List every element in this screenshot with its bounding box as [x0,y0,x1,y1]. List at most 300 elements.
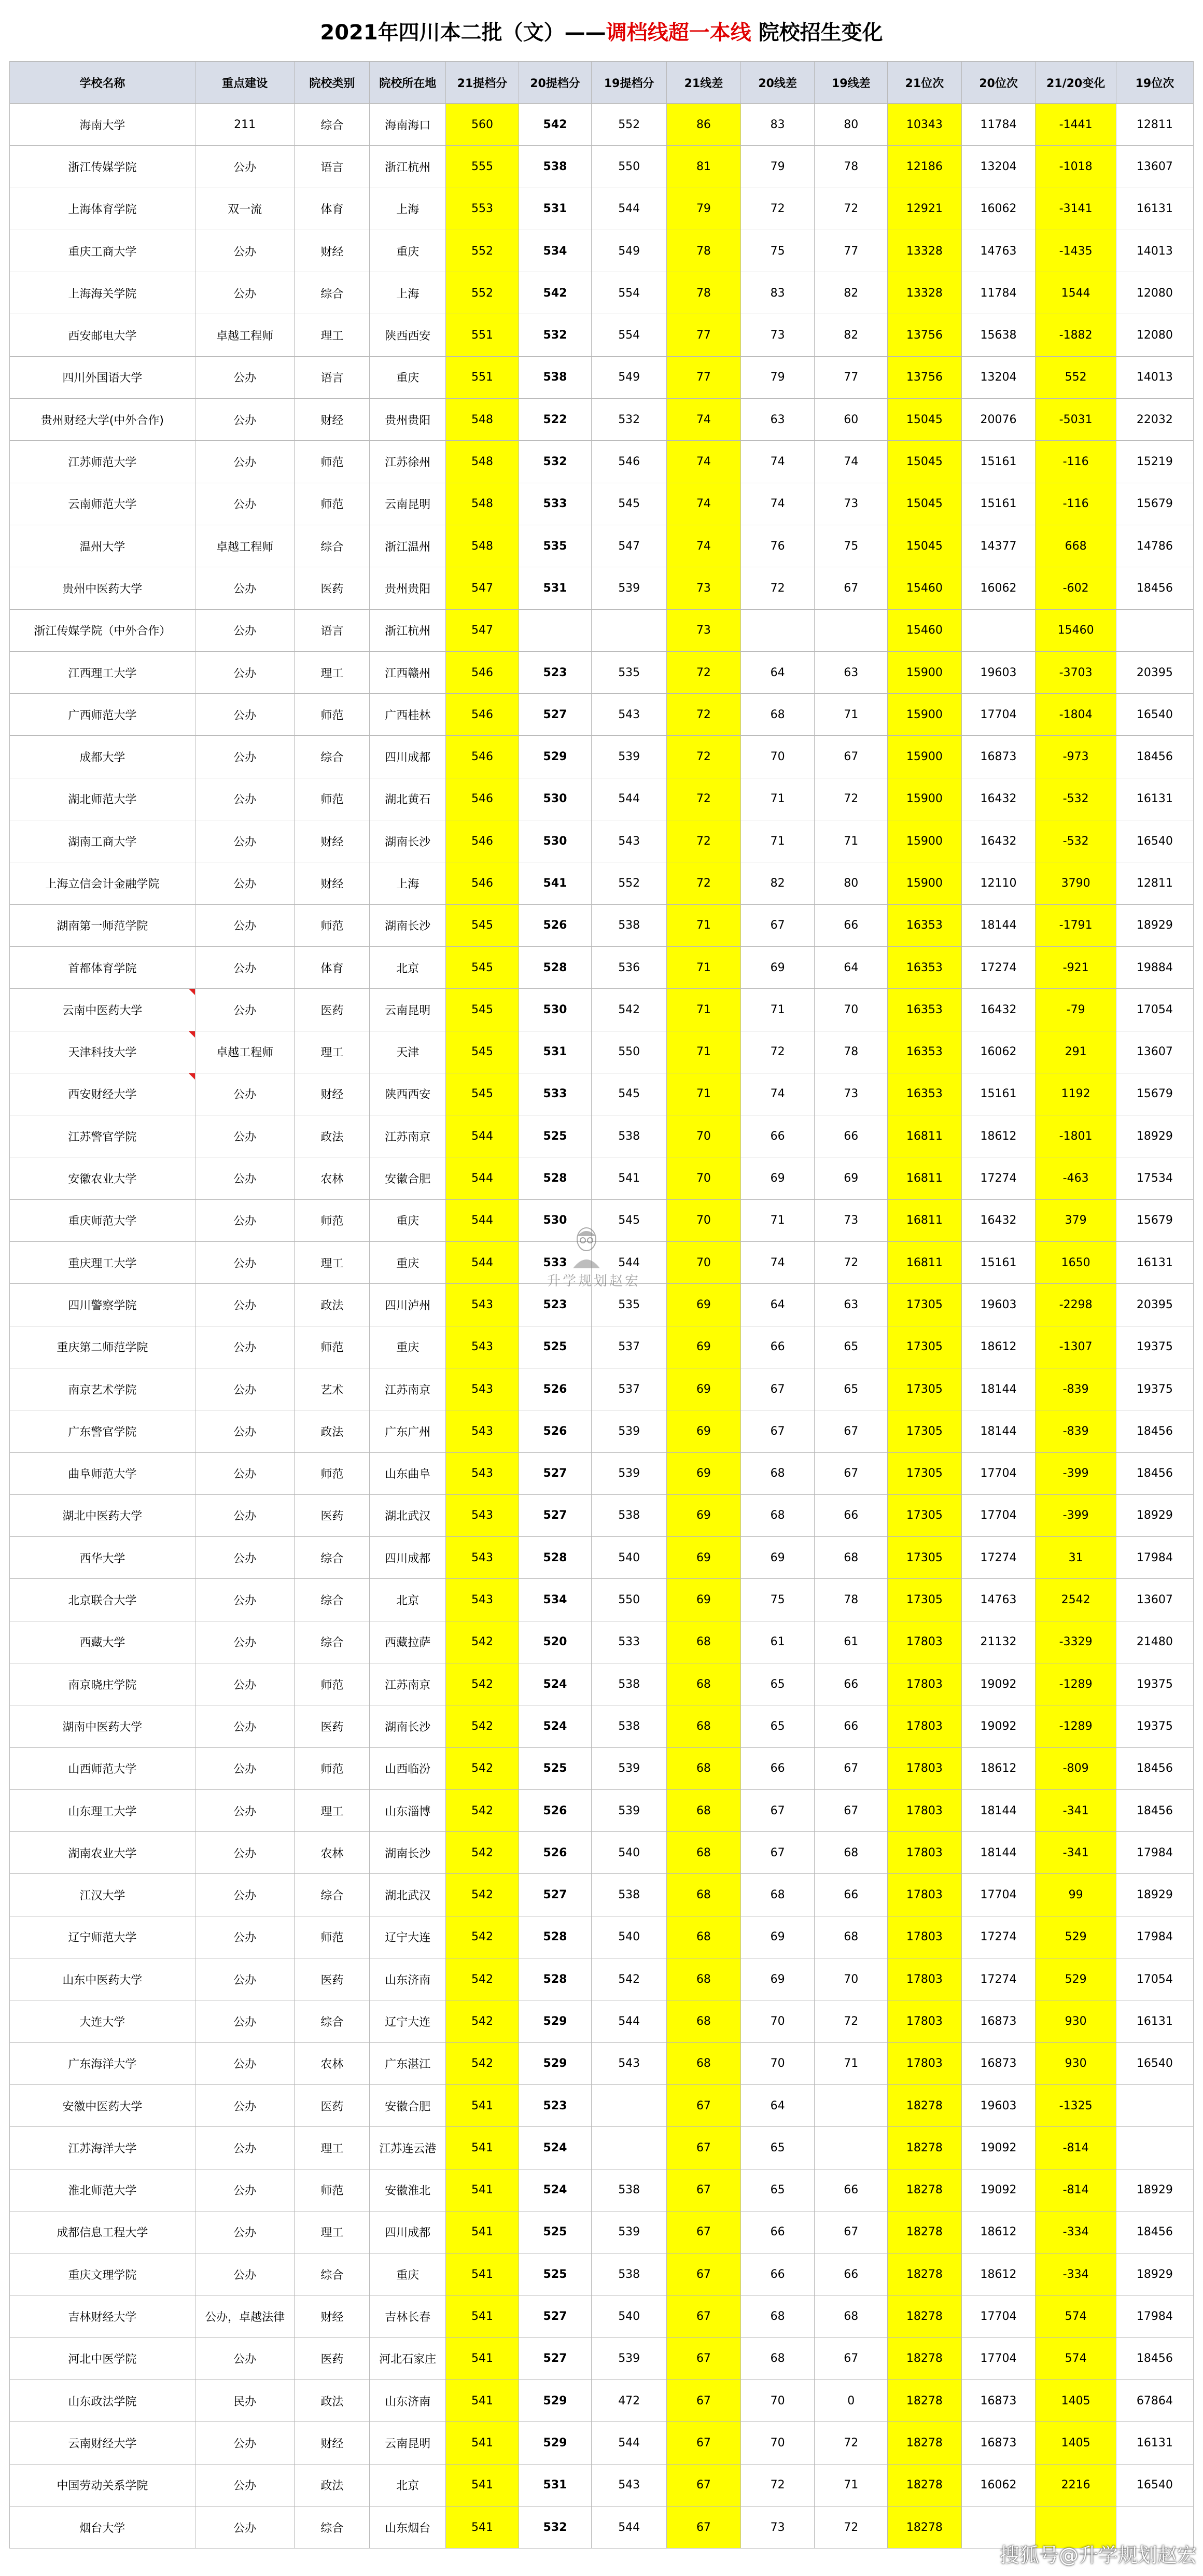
table-cell: 四川成都 [370,1537,446,1579]
table-cell: 17704 [961,1494,1036,1536]
table-cell [592,2084,667,2126]
table-cell: 公办 [195,946,295,988]
table-cell: -3329 [1036,1621,1116,1663]
table-cell: 湖北黄石 [370,778,446,820]
table-cell: 71 [740,989,815,1031]
table-cell [1116,609,1193,651]
table-cell: 16131 [1116,2422,1193,2464]
table-row [10,272,1194,314]
table-row [10,399,1194,441]
table-cell: 67 [667,2464,741,2506]
table-row [10,1789,1194,1831]
table-cell: 公办 [195,609,295,651]
table-header-row [10,62,1194,104]
table-cell: 542 [519,104,592,146]
title-prefix: 2021年四川本二批（文）—— [320,20,606,45]
table-cell: 545 [592,1199,667,1241]
table-cell: 艺术 [295,1368,370,1410]
table-cell: 542 [446,1747,519,1789]
table-cell: 69 [740,1958,815,2000]
table-cell: 湖北武汉 [370,1494,446,1536]
table-row [10,1579,1194,1621]
table-cell: 18278 [888,2084,962,2126]
table-cell: 17305 [888,1494,962,1536]
table-cell: 16353 [888,946,962,988]
table-cell: 537 [592,1326,667,1368]
table-cell: 政法 [295,2464,370,2506]
column-header: 重点建设 [195,62,295,104]
table-cell: 550 [592,1579,667,1621]
table-cell: 重庆 [370,1242,446,1284]
table-row [10,946,1194,988]
table-cell: 15900 [888,694,962,736]
table-cell: 68 [740,1494,815,1536]
table-row [10,1242,1194,1284]
table-cell: 13328 [888,272,962,314]
table-cell: 师范 [295,904,370,946]
table-cell: 69 [667,1537,741,1579]
table-cell: 公办 [195,1115,295,1157]
table-cell: 安徽中医药大学 [10,2084,195,2126]
table-cell: 70 [740,736,815,778]
table-cell: 16811 [888,1115,962,1157]
column-header: 20位次 [961,62,1036,104]
table-cell: 18144 [961,1789,1036,1831]
table-cell: 16353 [888,989,962,1031]
table-cell: 江苏南京 [370,1115,446,1157]
table-cell: 535 [519,525,592,567]
table-row [10,146,1194,188]
table-cell: 542 [592,1958,667,2000]
table-cell: 68 [740,2295,815,2337]
table-cell: 16432 [961,989,1036,1031]
table-cell: 547 [446,567,519,609]
table-cell: 12921 [888,188,962,230]
table-cell: 15900 [888,820,962,862]
table-cell: 财经 [295,2422,370,2464]
table-cell: 农林 [295,2042,370,2084]
table-cell: 政法 [295,1284,370,1326]
table-cell: 525 [519,1326,592,1368]
table-cell: 526 [519,1789,592,1831]
table-cell: 69 [667,1410,741,1452]
table-cell: 77 [815,230,888,272]
table-cell: 18278 [888,2211,962,2253]
table-cell: 74 [667,441,741,483]
table-cell: 16432 [961,820,1036,862]
table-cell: 体育 [295,946,370,988]
table-row [10,2084,1194,2126]
column-header: 21位次 [888,62,962,104]
table-row [10,1031,1194,1073]
table-cell: 17984 [1116,2295,1193,2337]
table-cell: 539 [592,2211,667,2253]
table-cell: 17305 [888,1368,962,1410]
table-cell: 211 [195,104,295,146]
table-row [10,2253,1194,2295]
table-cell: 73 [740,314,815,356]
table-cell: -5031 [1036,399,1116,441]
table-cell: 75 [815,525,888,567]
table-cell: 71 [740,820,815,862]
table-cell: 师范 [295,778,370,820]
table-cell: 379 [1036,1199,1116,1241]
table-cell: 政法 [295,2380,370,2422]
table-cell: 555 [446,146,519,188]
table-cell: 河北中医学院 [10,2337,195,2379]
table-cell: 语言 [295,356,370,398]
table-cell: 医药 [295,1958,370,2000]
table-cell: 533 [519,483,592,525]
table-cell: 67 [740,1832,815,1874]
table-cell: 医药 [295,2084,370,2126]
table-row [10,2337,1194,2379]
table-cell: 530 [519,989,592,1031]
table-cell: 山东济南 [370,1958,446,2000]
table-cell: 72 [667,736,741,778]
table-cell: 18929 [1116,1874,1193,1916]
table-cell: 554 [592,314,667,356]
table-cell: 68 [667,1705,741,1747]
table-row [10,904,1194,946]
table-cell: 13204 [961,146,1036,188]
table-cell: 66 [815,2169,888,2211]
table-cell: 543 [446,1410,519,1452]
table-cell: 15045 [888,399,962,441]
table-cell: 17803 [888,2000,962,2042]
table-cell: 560 [446,104,519,146]
table-cell: 71 [740,1199,815,1241]
table-cell: 523 [519,651,592,693]
table-cell: 理工 [295,1031,370,1073]
table-cell: 69 [740,1537,815,1579]
table-cell: 公办 [195,2127,295,2169]
table-cell: 21480 [1116,1621,1193,1663]
table-cell: 545 [446,1031,519,1073]
table-cell: 538 [592,1705,667,1747]
table-cell: 公办 [195,1494,295,1536]
table-cell: 师范 [295,483,370,525]
table-cell: 72 [815,1242,888,1284]
table-cell: 财经 [295,1073,370,1115]
table-cell: 江苏警官学院 [10,1115,195,1157]
table-cell: 70 [815,989,888,1031]
table-cell: 山东政法学院 [10,2380,195,2422]
table-cell: 公办 [195,2422,295,2464]
table-cell: 16873 [961,2000,1036,2042]
table-row [10,1452,1194,1494]
table-cell [592,2127,667,2169]
table-cell: 公办 [195,483,295,525]
table-cell: 15161 [961,483,1036,525]
table-cell: 16131 [1116,778,1193,820]
table-cell: 公办 [195,2253,295,2295]
table-cell: 60 [815,399,888,441]
table-cell: 540 [592,1537,667,1579]
table-cell: 534 [519,230,592,272]
table-cell: -1791 [1036,904,1116,946]
table-cell: 综合 [295,272,370,314]
column-header: 20提档分 [519,62,592,104]
table-cell: 14013 [1116,356,1193,398]
table-cell: 公办 [195,2042,295,2084]
table-cell: 526 [519,1832,592,1874]
table-cell: 公办 [195,356,295,398]
table-cell: 529 [519,2000,592,2042]
table-cell: 西安财经大学 [10,1073,195,1115]
table-cell: 70 [667,1115,741,1157]
table-cell: 535 [592,651,667,693]
table-cell: 16432 [961,778,1036,820]
table-cell: 538 [592,2169,667,2211]
table-cell: 540 [592,1832,667,1874]
table-cell: 综合 [295,1621,370,1663]
table-cell: 66 [740,1747,815,1789]
table-cell: 财经 [295,399,370,441]
table-cell: 18612 [961,2253,1036,2295]
table-cell: 543 [446,1494,519,1536]
table-cell: 15045 [888,441,962,483]
table-cell: 15679 [1116,1073,1193,1115]
table-cell: 525 [519,2211,592,2253]
table-cell: 72 [667,820,741,862]
table-cell: 529 [519,2380,592,2422]
table-cell: 528 [519,1157,592,1199]
table-cell: 80 [815,104,888,146]
table-cell: 67 [667,2295,741,2337]
table-cell: 532 [519,441,592,483]
admission-table [9,61,1194,2549]
table-cell: 公办 [195,1199,295,1241]
table-cell: 930 [1036,2000,1116,2042]
table-cell: 理工 [295,651,370,693]
table-cell: 538 [592,904,667,946]
table-cell: 65 [740,2127,815,2169]
table-cell: 542 [446,2000,519,2042]
table-cell: 66 [815,2253,888,2295]
table-cell: 70 [740,2042,815,2084]
table-cell: 70 [740,2422,815,2464]
table-cell: -1435 [1036,230,1116,272]
table-cell [740,609,815,651]
table-cell: 74 [815,441,888,483]
table-cell: 540 [592,1916,667,1958]
table-cell: 18929 [1116,1494,1193,1536]
table-cell: 财经 [295,230,370,272]
table-cell: 72 [815,2000,888,2042]
table-cell: 湖南农业大学 [10,1832,195,1874]
table-cell: 17704 [961,2295,1036,2337]
table-cell: 541 [446,2169,519,2211]
table-cell: 70 [667,1242,741,1284]
table-cell: 76 [740,525,815,567]
table-cell: 16353 [888,904,962,946]
column-header: 院校所在地 [370,62,446,104]
table-cell: 544 [592,2000,667,2042]
table-cell: 17305 [888,1579,962,1621]
table-cell: 吉林财经大学 [10,2295,195,2337]
table-cell: 南京晓庄学院 [10,1663,195,1705]
table-cell: 山东理工大学 [10,1789,195,1831]
table-cell: 综合 [295,104,370,146]
table-cell: 公办 [195,778,295,820]
table-cell: 17054 [1116,989,1193,1031]
table-cell: -79 [1036,989,1116,1031]
table-cell: 18278 [888,2380,962,2422]
table-cell: 65 [815,1368,888,1410]
table-cell: 辽宁大连 [370,1916,446,1958]
table-cell: 548 [446,483,519,525]
table-cell: 66 [815,1663,888,1705]
table-cell: 531 [519,2464,592,2506]
table-cell: 539 [592,567,667,609]
table-cell: 63 [815,1284,888,1326]
table-cell [1116,2084,1193,2126]
table-cell: 529 [1036,1958,1116,2000]
table-cell: 533 [519,1073,592,1115]
table-cell: 13607 [1116,1031,1193,1073]
table-cell: 财经 [295,2295,370,2337]
table-cell: 72 [740,188,815,230]
table-cell: 83 [740,272,815,314]
table-cell: 66 [740,2211,815,2253]
table-cell: 542 [446,1705,519,1747]
table-cell: 68 [667,2042,741,2084]
table-cell: 65 [740,2169,815,2211]
table-row [10,1326,1194,1368]
table-cell: 公办 [195,862,295,904]
table-cell: 68 [667,1621,741,1663]
table-cell: 师范 [295,1663,370,1705]
table-cell: 20395 [1116,1284,1193,1326]
table-cell: 81 [667,146,741,188]
table-cell: -532 [1036,820,1116,862]
table-cell: 18144 [961,904,1036,946]
table-cell: 18456 [1116,1410,1193,1452]
table-cell: 西华大学 [10,1537,195,1579]
table-cell: 18456 [1116,1747,1193,1789]
table-cell: 17803 [888,1663,962,1705]
table-row [10,1747,1194,1789]
table-cell: 17305 [888,1452,962,1494]
table-cell: 1192 [1036,1073,1116,1115]
table-cell: 19092 [961,2127,1036,2169]
table-cell: 69 [740,946,815,988]
table-cell: 北京 [370,1579,446,1621]
table-cell: 526 [519,904,592,946]
table-cell: 73 [815,1073,888,1115]
table-cell: 520 [519,1621,592,1663]
table-cell: 544 [592,2422,667,2464]
table-cell: 541 [446,2464,519,2506]
table-cell: 18278 [888,2127,962,2169]
table-cell: 72 [815,2506,888,2548]
table-cell: 552 [592,104,667,146]
table-cell: 重庆理工大学 [10,1242,195,1284]
table-cell: 68 [815,1537,888,1579]
table-cell: 542 [592,989,667,1031]
table-cell: 527 [519,1874,592,1916]
table-cell: 西藏大学 [10,1621,195,1663]
table-cell: 公办 [195,1958,295,2000]
table-cell: 2216 [1036,2464,1116,2506]
table-cell: 海南海口 [370,104,446,146]
table-cell: 上海体育学院 [10,188,195,230]
table-cell: 18612 [961,1115,1036,1157]
table-cell: 72 [815,2422,888,2464]
table-row [10,1832,1194,1874]
table-cell: -1804 [1036,694,1116,736]
table-cell: 522 [519,399,592,441]
table-cell: 69 [667,1494,741,1536]
table-cell: 542 [446,1832,519,1874]
table-cell: 安徽合肥 [370,2084,446,2126]
table-cell: 湖南工商大学 [10,820,195,862]
table-cell: 574 [1036,2295,1116,2337]
table-cell: 15460 [888,567,962,609]
table-cell: 19375 [1116,1326,1193,1368]
table-cell: 12110 [961,862,1036,904]
table-cell: 524 [519,2127,592,2169]
table-cell: 66 [815,904,888,946]
table-cell: 72 [667,694,741,736]
table-cell: 64 [815,946,888,988]
table-cell: 526 [519,1410,592,1452]
table-cell: 550 [592,1031,667,1073]
table-cell: 64 [740,2084,815,2126]
table-cell: 重庆工商大学 [10,230,195,272]
table-cell: 16432 [961,1199,1036,1241]
table-cell: 17704 [961,2337,1036,2379]
table-cell: 64 [740,651,815,693]
table-cell: 重庆文理学院 [10,2253,195,2295]
table-cell: 77 [667,356,741,398]
table-row [10,820,1194,862]
table-cell [961,609,1036,651]
table-cell: 71 [667,946,741,988]
table-cell: 江西理工大学 [10,651,195,693]
table-cell: 541 [519,862,592,904]
table-cell: 552 [592,862,667,904]
table-cell: 541 [446,2084,519,2126]
title-suffix: 院校招生变化 [751,20,883,45]
table-cell: 552 [1036,356,1116,398]
table-cell: 医药 [295,989,370,1031]
table-cell: 542 [446,1958,519,2000]
table-cell: 18612 [961,1747,1036,1789]
table-cell: 71 [667,904,741,946]
table-cell: 545 [446,946,519,988]
table-cell: 15045 [888,525,962,567]
table-row [10,862,1194,904]
table-cell: 69 [667,1326,741,1368]
table-cell: -839 [1036,1410,1116,1452]
table-cell: 67 [815,2337,888,2379]
table-cell: 68 [667,1832,741,1874]
table-cell: 公办 [195,2000,295,2042]
table-cell: 543 [446,1537,519,1579]
table-cell: 公办 [195,1326,295,1368]
table-cell: 523 [519,1284,592,1326]
table-cell: 74 [740,1242,815,1284]
table-cell: 68 [740,1452,815,1494]
table-cell: 68 [667,1916,741,1958]
table-cell: 68 [667,2000,741,2042]
table-cell: 16873 [961,736,1036,778]
table-cell: 公办 [195,272,295,314]
table-row [10,1705,1194,1747]
table-cell: 山东济南 [370,2380,446,2422]
